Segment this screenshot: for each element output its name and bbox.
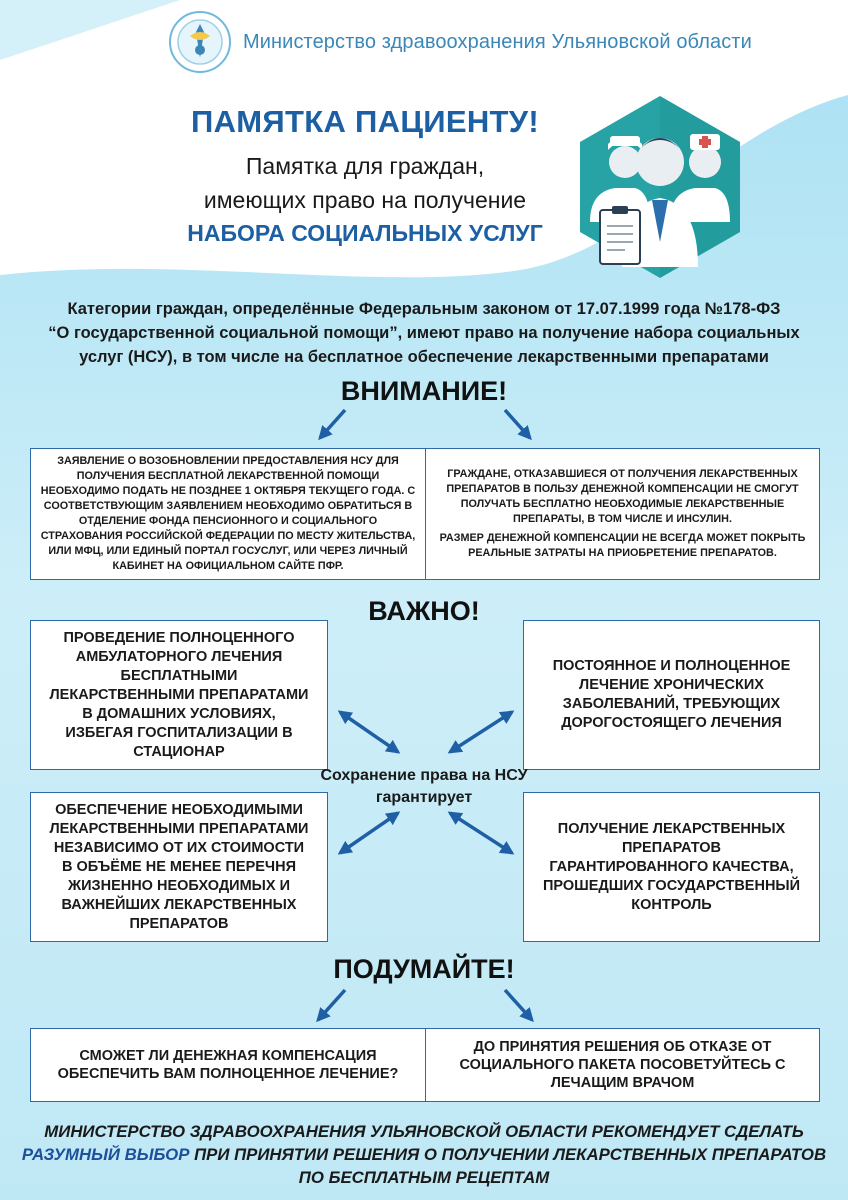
footer-recommendation [20, 1120, 828, 1189]
attention-heading: ВНИМАНИЕ! [340, 376, 508, 406]
intro-line-3: услуг (НСУ), в том числе на бесплатное обеспечение лекарственными препаратами [79, 348, 769, 366]
attention-box-right [425, 448, 820, 580]
important-box-bottom-left [30, 792, 328, 942]
intro-text [40, 297, 808, 369]
think-box-left [30, 1028, 426, 1102]
important-bottom-right-text: ПОЛУЧЕНИЕ ЛЕКАРСТВЕННЫХ ПРЕПАРАТОВ ГАРАНТИРОВАННОГО КАЧЕСТВА, ПРОШЕДШИХ ГОСУДАРСТВЕННЫЙ КОНТРОЛЬ [542, 820, 801, 913]
attention-left-text: ЗАЯВЛЕНИЕ О ВОЗОБНОВЛЕНИИ ПРЕДОСТАВЛЕНИЯ НСУ ДЛЯ ПОЛУЧЕНИЯ БЕСПЛАТНОЙ ЛЕКАРСТВЕННОЙ ПОМОЩИ НЕОБХОДИМО ПОДАТЬ НЕ ПОЗДНЕЕ 1 ОКТЯБРЯ ТЕКУЩЕГО ГОДА. С СООТВЕТСТВУЮЩИМ ЗАЯВЛЕНИЕМ НЕОБХОДИМО ОБРАТИТЬСЯ В ОТДЕЛЕНИЕ ФОНДА ПЕНСИОННОГО И СОЦИАЛЬНОГО СТРАХОВАНИЯ РОССИЙСКОЙ ФЕДЕРАЦИИ ПО МЕСТУ ЖИТЕЛЬСТВА, ИЛИ МФЦ, ИЛИ ЕДИНЫЙ ПОРТАЛ ГОСУСЛУГ, ИЛИ ЧЕРЕЗ ЛИЧНЫЙ КАБИНЕТ НА ОФИЦИАЛЬНОМ САЙТЕ ПФР. [40, 455, 416, 572]
attention-box-left [30, 448, 426, 580]
important-center-label: Сохранение права на НСУ гарантирует [320, 767, 528, 806]
attention-right-text-1: ГРАЖДАНЕ, ОТКАЗАВШИЕСЯ ОТ ПОЛУЧЕНИЯ ЛЕКАРСТВЕННЫХ ПРЕПАРАТОВ В ПОЛЬЗУ ДЕНЕЖНОЙ КОМПЕНСАЦИИ НЕ СМОГУТ ПОЛУЧАТЬ БЕСПЛАТНО НЕОБХОДИМЫЕ ЛЕКАРСТВЕННЫЕ ПРЕПАРАТЫ, В ТОМ ЧИСЛЕ И ИНСУЛИН. [446, 468, 799, 525]
think-heading: ПОДУМАЙТЕ! [333, 954, 515, 984]
think-left-text: СМОЖЕТ ЛИ ДЕНЕЖНАЯ КОМПЕНСАЦИЯ ОБЕСПЕЧИТЬ ВАМ ПОЛНОЦЕННОЕ ЛЕЧЕНИЕ? [57, 1048, 399, 1082]
footer-part-2: ПРИ ПРИНЯТИИ РЕШЕНИЯ О ПОЛУЧЕНИИ ЛЕКАРСТВЕННЫХ ПРЕПАРАТОВ ПО БЕСПЛАТНЫМ РЕЦЕПТАМ [194, 1145, 827, 1187]
important-box-top-left [30, 620, 328, 770]
think-right-text: ДО ПРИНЯТИЯ РЕШЕНИЯ ОБ ОТКАЗЕ ОТ СОЦИАЛЬНОГО ПАКЕТА ПОСОВЕТУЙТЕСЬ С ЛЕЧАЩИМ ВРАЧОМ [459, 1039, 786, 1091]
page-title: ПАМЯТКА ПАЦИЕНТУ! [191, 104, 539, 139]
think-box-right [425, 1028, 820, 1102]
important-box-top-right [523, 620, 820, 770]
ministry-emblem-icon [168, 10, 232, 74]
footer-highlight: РАЗУМНЫЙ ВЫБОР [21, 1145, 190, 1164]
medical-staff-icon [570, 92, 750, 282]
subtitle-line-3: НАБОРА СОЦИАЛЬНЫХ УСЛУГ [187, 220, 543, 246]
subtitle-line-1: Памятка для граждан, [245, 153, 485, 179]
important-top-left-text: ПРОВЕДЕНИЕ ПОЛНОЦЕННОГО АМБУЛАТОРНОГО ЛЕЧЕНИЯ БЕСПЛАТНЫМИ ЛЕКАРСТВЕННЫМИ ПРЕПАРАТАМИ В ДОМАШНИХ УСЛОВИЯХ, ИЗБЕГАЯ ГОСПИТАЛИЗАЦИИ В СТАЦИОНАР [49, 629, 309, 760]
important-top-right-text: ПОСТОЯННОЕ И ПОЛНОЦЕННОЕ ЛЕЧЕНИЕ ХРОНИЧЕСКИХ ЗАБОЛЕВАНИЙ, ТРЕБУЮЩИХ ДОРОГОСТОЯЩЕГО ЛЕЧЕНИЯ [552, 658, 791, 731]
important-heading: ВАЖНО! [368, 596, 480, 626]
important-bottom-left-text: ОБЕСПЕЧЕНИЕ НЕОБХОДИМЫМИ ЛЕКАРСТВЕННЫМИ ПРЕПАРАТАМИ НЕЗАВИСИМО ОТ ИХ СТОИМОСТИ В ОБЪЁМЕ НЕ МЕНЕЕ ПЕРЕЧНЯ ЖИЗНЕННО НЕОБХОДИМЫХ И ВАЖНЕЙШИХ ЛЕКАРСТВЕННЫХ ПРЕПАРАТОВ [49, 801, 309, 932]
footer-part-1: МИНИСТЕРСТВО ЗДРАВООХРАНЕНИЯ УЛЬЯНОВСКОЙ ОБЛАСТИ РЕКОМЕНДУЕТ СДЕЛАТЬ [44, 1122, 804, 1141]
intro-line-1: Категории граждан, определённые Федеральным законом от 17.07.1999 года №178-ФЗ [67, 300, 781, 318]
attention-right-text-2: РАЗМЕР ДЕНЕЖНОЙ КОМПЕНСАЦИИ НЕ ВСЕГДА МОЖЕТ ПОКРЫТЬ РЕАЛЬНЫЕ ЗАТРАТЫ НА ПРИОБРЕТЕНИЕ ПРЕПАРАТОВ. [439, 532, 806, 559]
important-box-bottom-right [523, 792, 820, 942]
subtitle-line-2: имеющих право на получение [203, 187, 527, 213]
intro-line-2: “О государственной социальной помощи”, имеют право на получение набора социальных [48, 324, 800, 342]
ministry-name: Министерство здравоохранения Ульяновской области [243, 31, 752, 53]
